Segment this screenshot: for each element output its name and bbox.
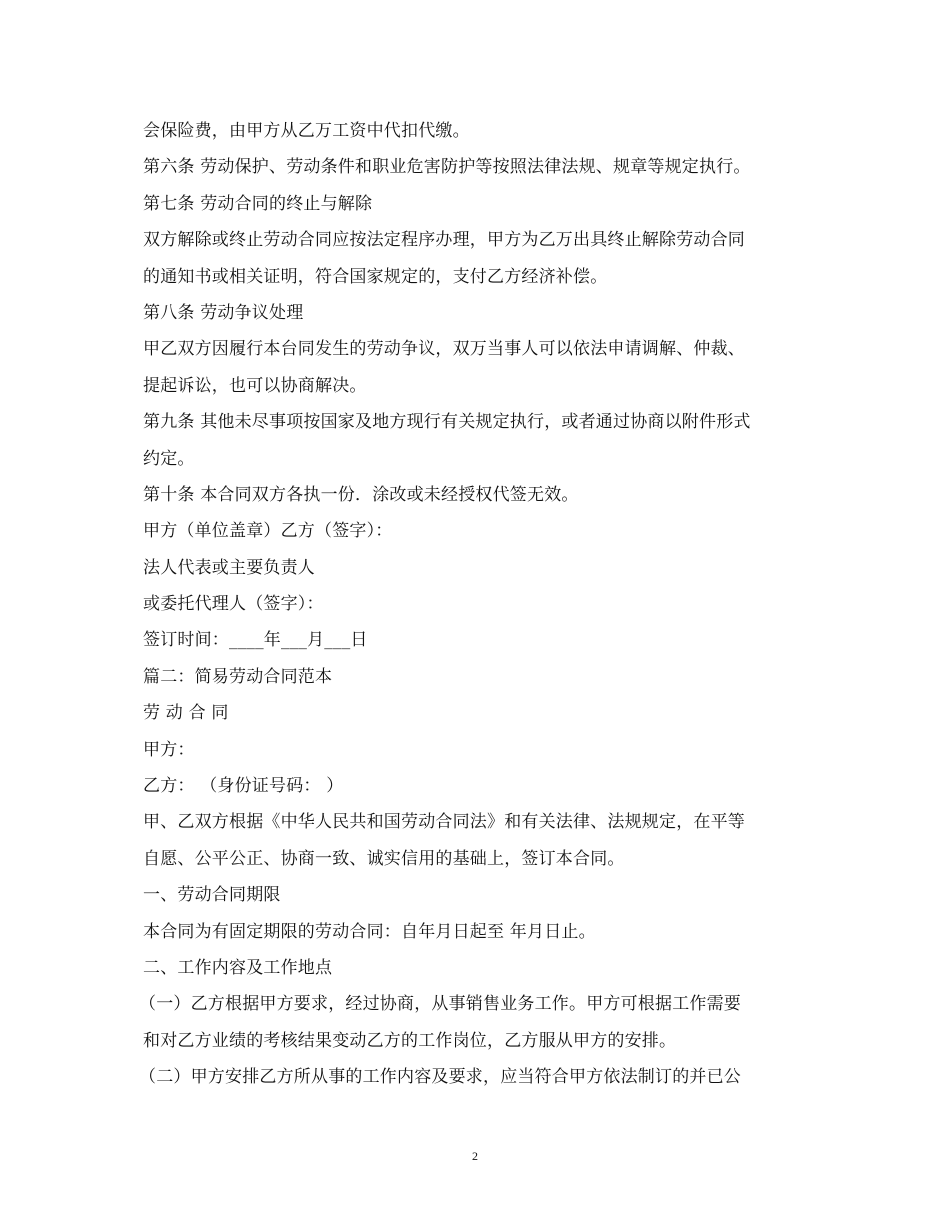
text-line: 第七条 劳动合同的终止与解除 — [143, 193, 373, 214]
text-line: 提起诉讼，也可以协商解决。 — [143, 375, 367, 396]
text-line: 自愿、公平公正、协商一致、诚实信用的基础上，签订本合同。 — [143, 848, 625, 869]
text-line: 法人代表或主要负责人 — [143, 557, 315, 578]
document-body — [139, 113, 813, 1096]
page-number: 2 — [472, 1149, 478, 1163]
text-line: 甲方： — [143, 739, 195, 760]
contract-title: 劳 动 合 同 — [143, 703, 229, 724]
text-line: 二、工作内容及工作地点 — [143, 957, 333, 978]
text-line: 本合同为有固定期限的劳动合同：自年月日起至 年月日止。 — [143, 921, 596, 942]
text-line: 第六条 劳动保护、劳动条件和职业危害防护等按照法律法规、规章等规定执行。 — [143, 157, 751, 178]
text-line: 签订时间：____年___月___日 — [143, 630, 368, 651]
text-line: 甲方（单位盖章）乙方（签字）： — [143, 521, 393, 542]
text-line: （二）甲方安排乙方所从事的工作内容及要求，应当符合甲方依法制订的并已公 — [139, 1067, 741, 1088]
text-line: 会保险费，由甲方从乙万工资中代扣代缴。 — [143, 121, 470, 141]
text-line: 和对乙方业绩的考核结果变动乙方的工作岗位，乙方服从甲方的安排。 — [143, 1030, 677, 1051]
text-line: 甲、乙双方根据《中华人民共和国劳动合同法》和有关法律、法规规定，在平等 — [143, 812, 745, 833]
text-line: 第八条 劳动争议处理 — [143, 302, 304, 323]
text-line: 的通知书或相关证明，符合国家规定的，支付乙方经济补偿。 — [143, 266, 608, 287]
text-line: 或委托代理人（签字）： — [143, 594, 324, 615]
text-line: 双方解除或终止劳动合同应按法定程序办理，甲方为乙万出具终止解除劳动合同 — [143, 230, 745, 251]
text-line: 甲乙双方因履行本台同发生的劳动争议，双万当事人可以依法申请调解、仲裁、 — [143, 339, 745, 360]
text-line: 乙方： （身份证号码： ） — [143, 776, 344, 797]
text-line: 约定。 — [143, 448, 195, 469]
text-line: 第九条 其他未尽事项按国家及地方现行有关规定执行，或者通过协商以附件形式 — [143, 412, 751, 433]
text-line: 第十条 本合同双方各执一份．涂改或未经授权代签无效。 — [143, 484, 579, 505]
section-heading: 篇二：简易劳动合同范本 — [143, 666, 333, 687]
text-line: （一）乙方根据甲方要求，经过协商，从事销售业务工作。甲方可根据工作需要 — [139, 994, 741, 1015]
text-line: 一、劳动合同期限 — [143, 885, 281, 906]
